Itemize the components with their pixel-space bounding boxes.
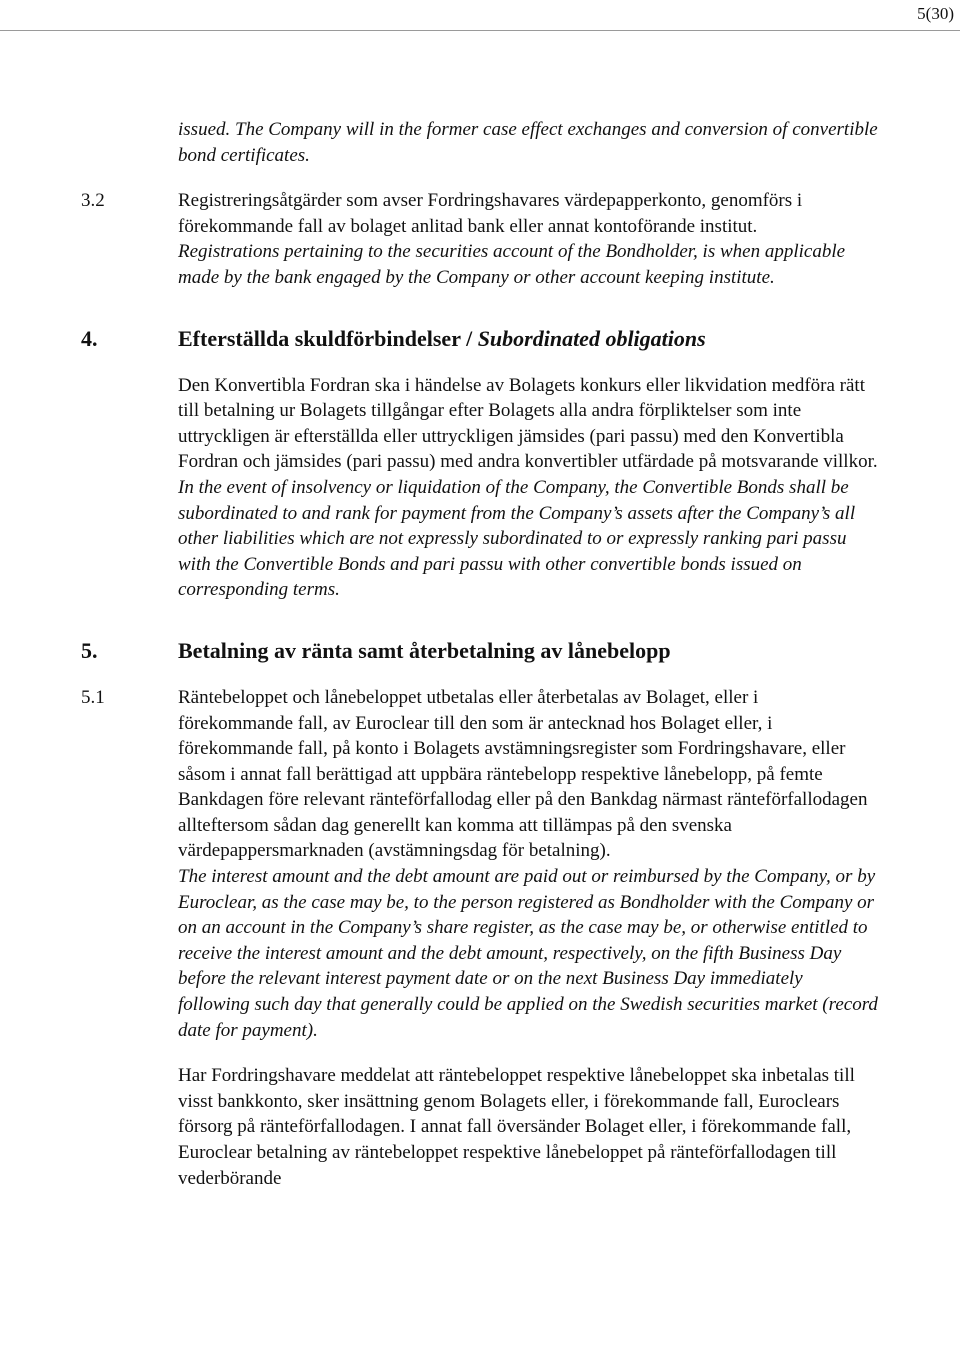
section-5-heading	[0, 637, 960, 665]
section-4-english-text: In the event of insolvency or liquidation of the Company, the Convertible Bonds shall be subordinated to and rank for payment from the Company’s assets after the Company’s all other liabilities which are not expressly subordinated to or expressly ranking pari passu with the Convertible Bonds and pari passu with other convertible bonds issued on corresponding terms.	[178, 476, 856, 601]
page-number: 5(30)	[917, 4, 954, 23]
clause-5-1-number: 5.1	[81, 686, 105, 708]
clause-3-2-english-text: Registrations pertaining to the securities account of the Bondholder, is when applicable made by the bank engaged by the Company or other account keeping institute.	[178, 241, 846, 288]
section-5-number: 5.	[81, 637, 98, 663]
section-4-body	[0, 373, 878, 603]
continuation-paragraph	[0, 117, 878, 168]
clause-3-2-swedish-text: Registreringsåtgärder som avser Fordringshavares värdepapperkonto, genomförs i förekommande fall av bolaget anlitad bank eller annat kontoförande institut.	[178, 190, 803, 237]
section-4-title-english: Subordinated obligations	[477, 325, 706, 351]
section-5-title: Betalning av ränta samt återbetalning av lånebelopp	[178, 637, 671, 663]
clause-5-1-swedish-text: Räntebeloppet och lånebeloppet utbetalas eller återbetalas av Bolaget, eller i förekommande fall, av Euroclear till den som är antecknad hos Bolaget eller, i förekommande fall, på konto i Bolagets avstämningsregister som Fordringshavare, eller såsom i annat fall berättigad att uppbära räntebelopp respektive lånebelopp, på femte Bankdagen före relevant ränteförfallodag eller på den Bankdag närmast ränteförfallodagen allteftersom sådan dag generellt kan komma att tillämpas på den svenska värdepappersmarknaden (avstämningsdag för betalning).	[178, 686, 868, 862]
section-4-title-swedish: Efterställda skuldförbindelser /	[178, 325, 478, 351]
clause-3-2-number: 3.2	[81, 190, 105, 212]
document-body	[0, 117, 960, 1191]
clause-5-1-english-text: The interest amount and the debt amount are paid out or reimbursed by the Company, or by Euroclear, as the case may be, to the person registered as Bondholder with the Company or on an account in the Company’s share register, as the case may be, or otherwise entitled to receive the interest amount and the debt amount, respectively, on the fifth Business Day before the relevant interest payment date or on the next Business Day immediately following such day that generally could be applied on the Swedish securities market (record date for payment).	[178, 866, 878, 1041]
clause-3-2	[0, 188, 878, 290]
clause-5-1-swedish-text-2: Har Fordringshavare meddelat att räntebeloppet respektive lånebeloppet ska inbetalas till visst bankkonto, sker insättning genom Bolagets eller, i förekommande fall, Euroclears försorg på ränteförfallodagen. I annat fall översänder Bolaget eller, i förekommande fall, Euroclear betalning av räntebeloppet respektive lånebeloppet på ränteförfallodagen till vederbörande	[178, 1065, 855, 1189]
section-4-number: 4.	[81, 325, 98, 351]
continuation-english-text: issued. The Company will in the former case effect exchanges and conversion of convertible bond certificates.	[178, 119, 878, 166]
section-4-swedish-text: Den Konvertibla Fordran ska i händelse av Bolagets konkurs eller likvidation medföra rätt till betalning ur Bolagets tillgångar efter Bolagets alla andra förpliktelser som inte uttryckligen är efterställda eller uttryckligen jämsides (pari passu) med den Konvertibla Fordran och jämsides (pari passu) med andra konvertibler utfärdade på motsvarande villkor.	[178, 374, 878, 473]
header-divider	[0, 30, 960, 31]
section-4-heading	[0, 325, 960, 353]
clause-5-1	[0, 685, 878, 1191]
